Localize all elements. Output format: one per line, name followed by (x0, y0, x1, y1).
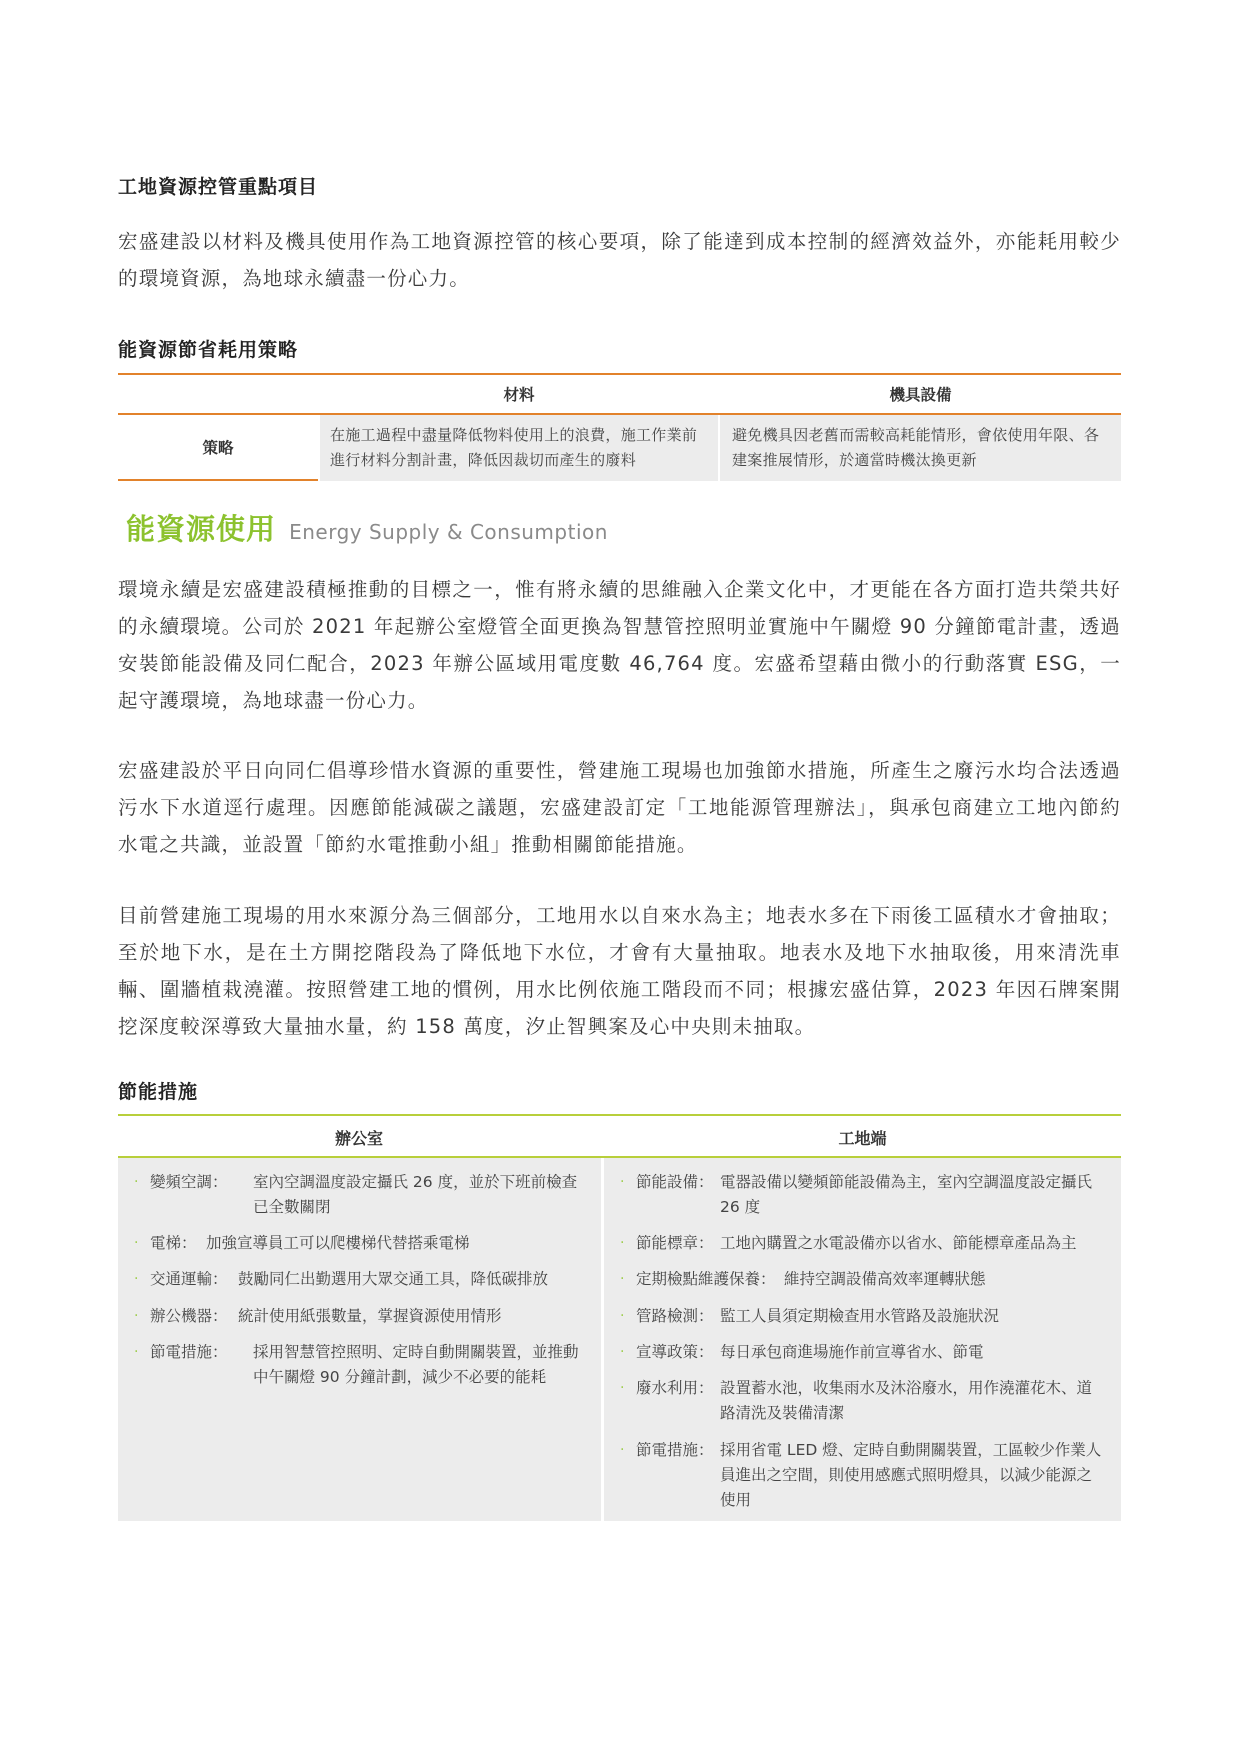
site-measures-list (604, 1158, 1121, 1521)
paragraph-water-policy: 宏盛建設於平日向同仁倡導珍惜水資源的重要性，營建施工現場也加強節水措施，所產生之廢污水均合法透過污水下水道逕行處理。因應節能減碳之議題，宏盛建設訂定「工地能源管理辦法」，與承包商建立工地內節約水電之共識，並設置「節約水電推動小組」推動相關節能措施。 (118, 759, 1121, 856)
measures-table (118, 1114, 1121, 1522)
item-label: 變頻空調： (150, 1173, 228, 1191)
paragraph-water-sources: 目前營建施工現場的用水來源分為三個部分，工地用水以自來水為主；地表水多在下雨後工區積水才會抽取；至於地下水，是在土方開挖階段為了降低地下水位，才會有大量抽取。地表水及地下水抽取後，用來清洗車輛、圍牆植栽澆灌。按照營建工地的慣例，用水比例依施工階段而不同；根據宏盛估算，2023 年因石牌案開挖深度較深導致大量抽水量，約 158 萬度，汐止智興案及心中央則未抽取。 (118, 904, 1121, 1038)
item-text: 室內空調溫度設定攝氏 26 度，並於下班前檢查已全數關閉 (253, 1173, 578, 1216)
heading-saving-strategy: 能資源節省耗用策略 (118, 339, 299, 361)
equipment-cell (720, 415, 1121, 481)
item-label: 節電措施： (150, 1343, 228, 1361)
item-label: 定期檢點維護保養： (636, 1270, 776, 1288)
column-header-material: 材料 (503, 386, 535, 404)
item-label: 節電措施： (636, 1441, 714, 1459)
section-title (126, 507, 608, 548)
strategy-table (118, 373, 1121, 483)
bullet-icon: · (620, 1344, 625, 1360)
item-text: 電器設備以變頻節能設備為主，室內空調溫度設定攝氏 26 度 (720, 1173, 1093, 1216)
bullet-icon: · (134, 1308, 139, 1324)
item-label: 辦公機器： (150, 1307, 228, 1325)
item-text: 採用智慧管控照明、定時自動開關裝置，並推動中午關燈 90 分鐘計劃，減少不必要的能耗 (253, 1343, 579, 1386)
table-top-rule (118, 373, 1121, 375)
item-text: 鼓勵同仁出勤選用大眾交通工具，降低碳排放 (238, 1270, 549, 1288)
item-text: 每日承包商進場施作前宣導省水、節電 (720, 1343, 984, 1361)
item-label: 交通運輸： (150, 1270, 228, 1288)
section-title-en: Energy Supply & Consumption (289, 520, 608, 544)
item-text: 加強宣導員工可以爬樓梯代替搭乘電梯 (206, 1234, 470, 1252)
item-label: 節能標章： (636, 1234, 714, 1252)
bullet-icon: · (620, 1235, 625, 1251)
row-label-cell (118, 415, 318, 481)
item-label: 節能設備： (636, 1173, 714, 1191)
paragraph-electricity: 環境永續是宏盛建設積極推動的目標之一，惟有將永續的思維融入企業文化中，才更能在各方面打造共榮共好的永續環境。公司於 2021 年起辦公室燈管全面更換為智慧管控照明並實施中午關燈 90 分鐘節電計畫，透過安裝節能設備及同仁配合，2023 年辦公區域用電度數 46,764 度。宏盛希望藉由微小的行動落實 ESG，一起守護環境，為地球盡一份心力。 (118, 578, 1121, 712)
item-label: 電梯： (150, 1234, 197, 1252)
heading-resource-control: 工地資源控管重點項目 (118, 176, 319, 198)
bullet-icon: · (620, 1174, 625, 1190)
item-text: 設置蓄水池，收集雨水及沐浴廢水，用作澆灌花木、道路清洗及裝備清潔 (720, 1379, 1093, 1422)
bullet-icon: · (134, 1174, 139, 1190)
material-strategy-text: 在施工過程中盡量降低物料使用上的浪費，施工作業前進行材料分割計畫，降低因裁切而產生的廢料 (330, 426, 698, 469)
bullet-icon: · (134, 1271, 139, 1287)
item-label: 管路檢測： (636, 1307, 714, 1325)
item-text: 工地內購置之水電設備亦以省水、節能標章產品為主 (720, 1234, 1077, 1252)
office-measures-list (118, 1158, 601, 1521)
heading-energy-measures: 節能措施 (118, 1081, 199, 1103)
material-cell (320, 415, 718, 481)
item-text: 統計使用紙張數量，掌握資源使用情形 (238, 1307, 502, 1325)
measures-top-rule (118, 1114, 1121, 1116)
column-header-site: 工地端 (838, 1129, 887, 1148)
bullet-icon: · (134, 1235, 139, 1251)
item-text: 監工人員須定期檢查用水管路及設施狀況 (720, 1307, 1000, 1325)
bullet-icon: · (134, 1344, 139, 1360)
section-title-zh: 能資源使用 (126, 512, 277, 546)
item-text: 維持空調設備高效率運轉狀態 (784, 1270, 986, 1288)
paragraph-resource-control: 宏盛建設以材料及機具使用作為工地資源控管的核心要項，除了能達到成本控制的經濟效益外，亦能耗用較少的環境資源，為地球永續盡一份心力。 (118, 230, 1121, 290)
item-label: 宣導政策： (636, 1343, 714, 1361)
bullet-icon: · (620, 1442, 625, 1458)
column-header-equipment: 機具設備 (889, 386, 952, 404)
bullet-icon: · (620, 1271, 625, 1287)
item-text: 採用省電 LED 燈、定時自動開關裝置，工區較少作業人員進出之空間，則使用感應式照明燈具，以減少能源之使用 (720, 1441, 1102, 1509)
bullet-icon: · (620, 1380, 625, 1396)
column-header-office: 辦公室 (334, 1129, 383, 1148)
equipment-strategy-text: 避免機具因老舊而需較高耗能情形，會依使用年限、各建案推展情形，於適當時機汰換更新 (732, 426, 1100, 469)
bullet-icon: · (620, 1308, 625, 1324)
item-label: 廢水利用： (636, 1379, 714, 1397)
row-label-strategy: 策略 (202, 439, 234, 457)
